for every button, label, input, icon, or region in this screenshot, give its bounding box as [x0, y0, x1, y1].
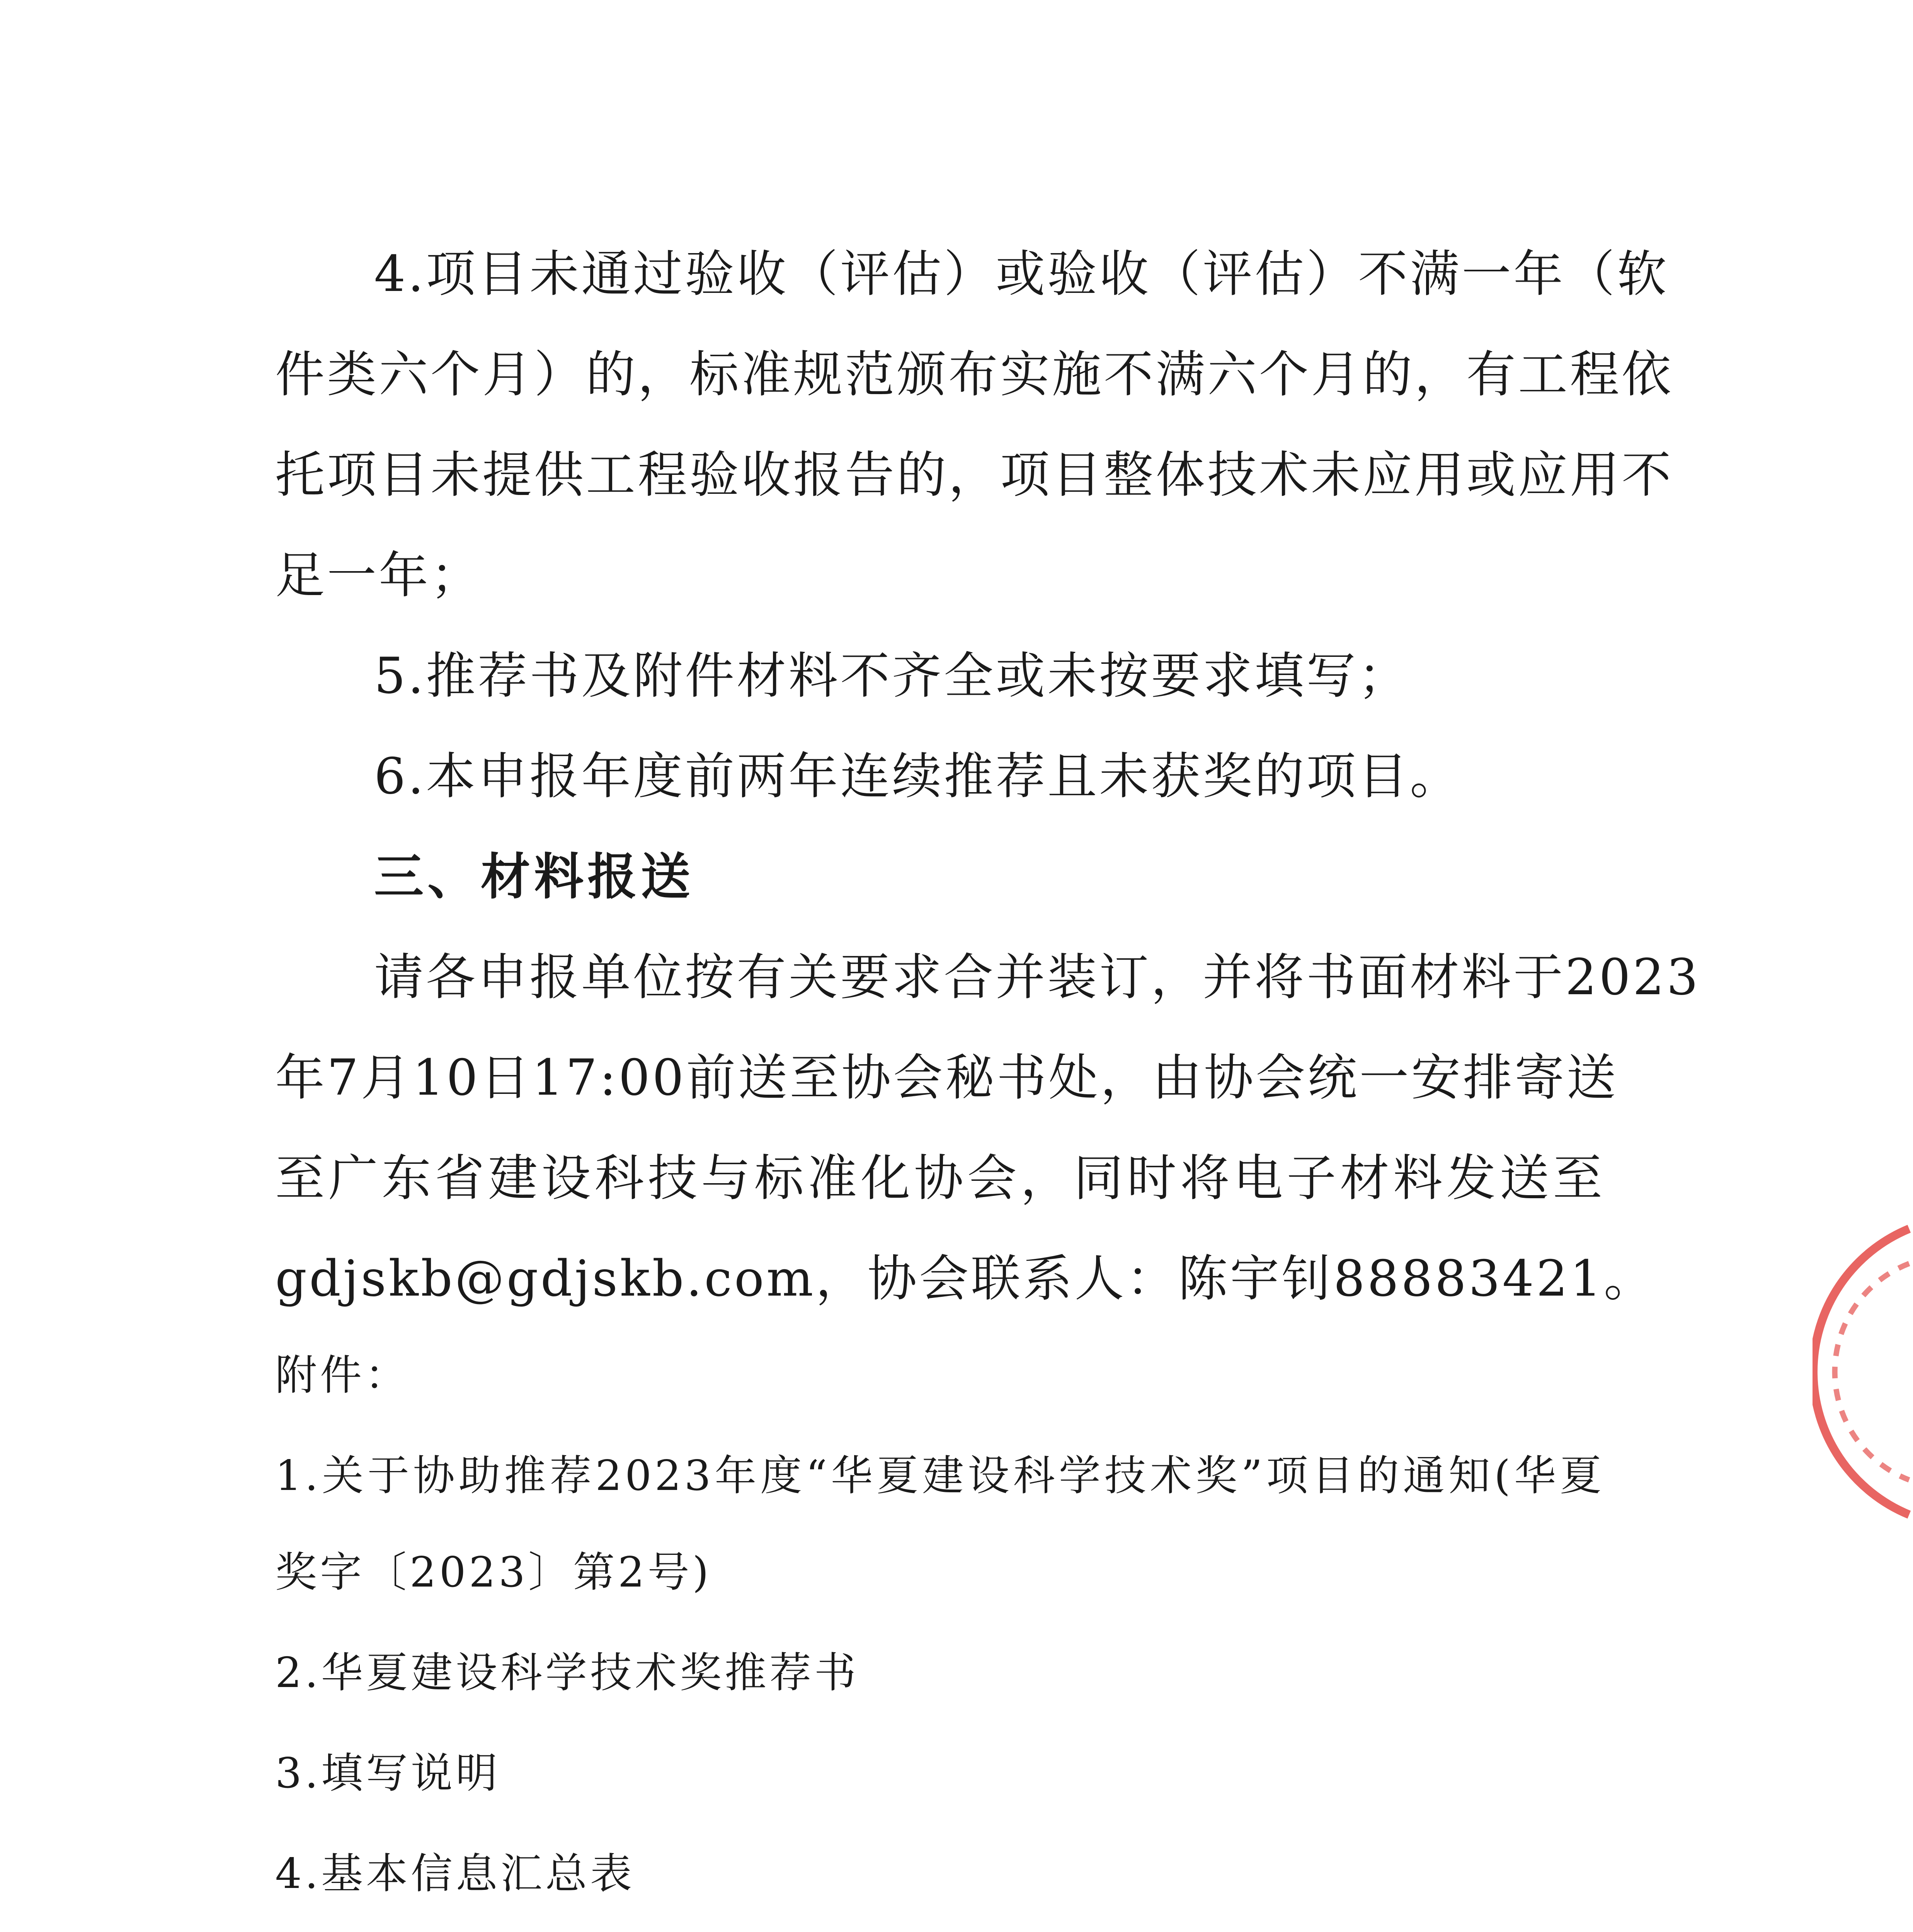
item4-line-3: 托项目未提供工程验收报告的，项目整体技术未应用或应用不 — [275, 446, 1674, 504]
submission-line-2: 年7月10日17:00前送至协会秘书处，由协会统一安排寄送 — [275, 1049, 1619, 1107]
section3-heading: 三、材料报送 — [374, 848, 694, 906]
item4-line-1: 4.项目未通过验收（评估）或验收（评估）不满一年（软 — [374, 245, 1669, 303]
attachment-item-1a: 1.关于协助推荐2023年度“华夏建设科学技术奖”项目的通知(华夏 — [275, 1452, 1605, 1500]
attachments-label: 附件： — [275, 1351, 410, 1400]
attachment-item-3: 3.填写说明 — [275, 1749, 501, 1798]
item5: 5.推荐书及附件材料不齐全或未按要求填写； — [374, 647, 1410, 705]
submission-line-1: 请各申报单位按有关要求合并装订，并将书面材料于2023 — [374, 949, 1700, 1006]
item4-line-4: 足一年； — [275, 547, 483, 604]
submission-line-4: gdjskb@gdjskb.com，协会联系人：陈宇钊88883421。 — [275, 1250, 1656, 1308]
item4-line-2: 件类六个月）的，标准规范颁布实施不满六个月的，有工程依 — [275, 346, 1674, 403]
attachment-item-2: 2.华夏建设科学技术奖推荐书 — [275, 1649, 859, 1697]
item6: 6.本申报年度前两年连续推荐且未获奖的项目。 — [374, 748, 1462, 805]
submission-line-3: 至广东省建设科技与标准化协会，同时将电子材料发送至 — [275, 1150, 1605, 1207]
attachment-item-4: 4.基本信息汇总表 — [275, 1850, 635, 1898]
attachment-item-1b: 奖字〔2023〕第2号) — [275, 1548, 712, 1597]
partial-seal-edge — [1813, 1221, 1913, 1522]
